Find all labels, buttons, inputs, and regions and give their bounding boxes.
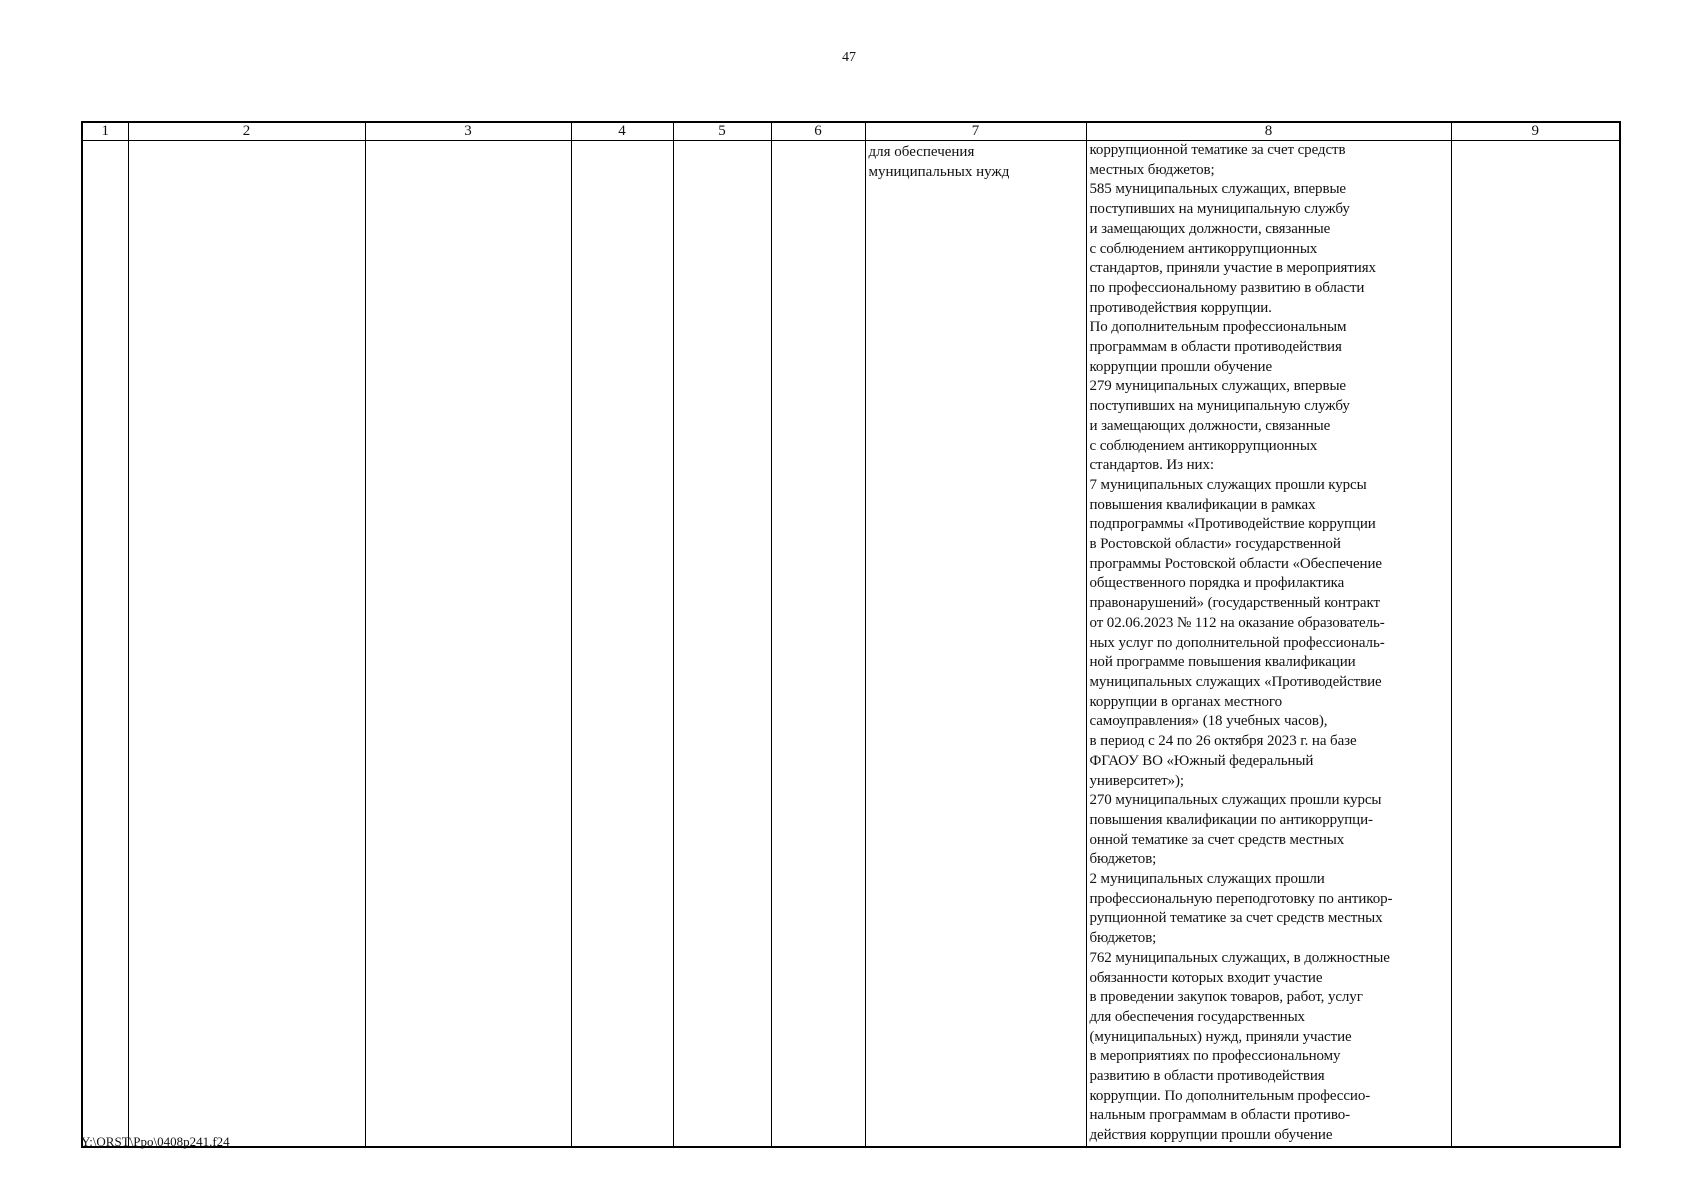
cell-text-line: муниципальных нужд (868, 163, 1010, 180)
cell-text-line: программам в области противодействия (1089, 339, 1342, 356)
cell-text-line: от 02.06.2023 № 112 на оказание образователь- (1089, 614, 1385, 631)
cell-text-line: поступивших на муниципальную службу (1089, 398, 1350, 415)
cell-text-line: обязанности которых входит участие (1089, 969, 1323, 986)
cell-text-line: коррупции в органах местного (1089, 693, 1283, 710)
cell-text-line: онной тематике за счет средств местных (1089, 831, 1345, 848)
cell-text-line: 585 муниципальных служащих, впервые (1089, 181, 1346, 198)
cell-text-line: коррупционной тематике за счет средств (1089, 142, 1346, 158)
cell-text-line: коррупции прошли обучение (1089, 358, 1273, 375)
cell-col-8 (1086, 141, 1451, 1147)
cell-col-6 (771, 141, 865, 1147)
cell-text-line: повышения квалификации по антикоррупци- (1089, 811, 1373, 828)
cell-text-line: по профессиональному развитию в области (1089, 279, 1365, 296)
column-header-9: 9 (1451, 122, 1620, 141)
column-header-3: 3 (365, 122, 571, 141)
column-header-7: 7 (865, 122, 1086, 141)
cell-col-3 (365, 141, 571, 1147)
cell-col-2 (128, 141, 365, 1147)
cell-text-line: 2 муниципальных служащих прошли (1089, 871, 1325, 888)
cell-text-line: в мероприятиях по профессиональному (1089, 1048, 1341, 1065)
cell-text-line: рупционной тематике за счет средств местных (1089, 910, 1383, 927)
column-header-4: 4 (571, 122, 673, 141)
cell-text-line: коррупции. По дополнительным профессио- (1089, 1087, 1371, 1104)
column-header-1: 1 (82, 122, 128, 141)
cell-text-line: и замещающих должности, связанные (1089, 220, 1331, 237)
cell-text-line: поступивших на муниципальную службу (1089, 201, 1350, 218)
cell-text-line: профессиональную переподготовку по антикор- (1089, 890, 1393, 907)
cell-col-1 (82, 141, 128, 1147)
cell-col-9 (1451, 141, 1620, 1147)
column-header-2: 2 (128, 122, 365, 141)
cell-text-line: самоуправления» (18 учебных часов), (1089, 713, 1328, 730)
cell-text-line: противодействия коррупции. (1089, 299, 1272, 316)
cell-text-line: развитию в области противодействия (1089, 1068, 1325, 1085)
cell-text-line: в Ростовской области» государственной (1089, 536, 1341, 553)
cell-text-line: программы Ростовской области «Обеспечение (1089, 555, 1382, 572)
column-header-6: 6 (771, 122, 865, 141)
cell-text-line: ной программе повышения квалификации (1089, 654, 1356, 671)
header-row (82, 122, 1620, 141)
cell-text-line: нальным программам в области противо- (1089, 1107, 1351, 1124)
cell-text-line: По дополнительным профессиональным (1089, 319, 1347, 336)
cell-text-line: 7 муниципальных служащих прошли курсы (1089, 476, 1367, 493)
cell-text-line: с соблюдением антикоррупционных (1089, 437, 1318, 454)
cell-text-line: и замещающих должности, связанные (1089, 417, 1331, 434)
cell-text-line: правонарушений» (государственный контракт (1089, 595, 1380, 612)
cell-text-line: ФГАОУ ВО «Южный федеральный (1089, 752, 1314, 769)
cell-text-line: для обеспечения государственных (1089, 1008, 1305, 1025)
cell-text-line: общественного порядка и профилактика (1089, 575, 1345, 592)
table-row (82, 141, 1620, 1147)
cell-text-line: в проведении закупок товаров, работ, услуг (1089, 989, 1363, 1006)
cell-text-line: университет»); (1089, 772, 1184, 789)
cell-text-line: повышения квалификации в рамках (1089, 496, 1316, 513)
cell-text-line: в период с 24 по 26 октября 2023 г. на базе (1089, 733, 1357, 750)
report-table (81, 121, 1621, 1148)
cell-text-line: местных бюджетов; (1089, 161, 1215, 178)
cell-text-line: муниципальных служащих «Противодействие (1089, 673, 1382, 690)
cell-text-line: для обеспечения (868, 144, 975, 160)
cell-text-line: с соблюдением антикоррупционных (1089, 240, 1318, 257)
cell-text-line: стандартов, приняли участие в мероприятиях (1089, 260, 1376, 277)
cell-col-4 (571, 141, 673, 1147)
cell-text-line: 279 муниципальных служащих, впервые (1089, 378, 1346, 395)
table-container (81, 121, 1619, 1148)
cell-text-line: стандартов. Из них: (1089, 457, 1214, 474)
cell-text-line: бюджетов; (1089, 930, 1157, 947)
cell-text-line: бюджетов; (1089, 851, 1157, 868)
cell-col-5 (673, 141, 771, 1147)
cell-text-line: 270 муниципальных служащих прошли курсы (1089, 792, 1382, 809)
cell-text-line: ных услуг по дополнительной профессиональ- (1089, 634, 1385, 651)
cell-text-line: действия коррупции прошли обучение (1089, 1127, 1333, 1144)
cell-text-line: подпрограммы «Противодействие коррупции (1089, 516, 1376, 533)
column-header-8: 8 (1086, 122, 1451, 141)
cell-col-7 (865, 141, 1086, 1147)
page-number: 47 (842, 50, 856, 65)
file-path-footer: Y:\ORST\Ppo\0408p241.f24 (81, 1134, 230, 1149)
cell-text-line: 762 муниципальных служащих, в должностные (1089, 949, 1390, 966)
cell-text-line: (муниципальных) нужд, приняли участие (1089, 1028, 1352, 1045)
column-header-5: 5 (673, 122, 771, 141)
